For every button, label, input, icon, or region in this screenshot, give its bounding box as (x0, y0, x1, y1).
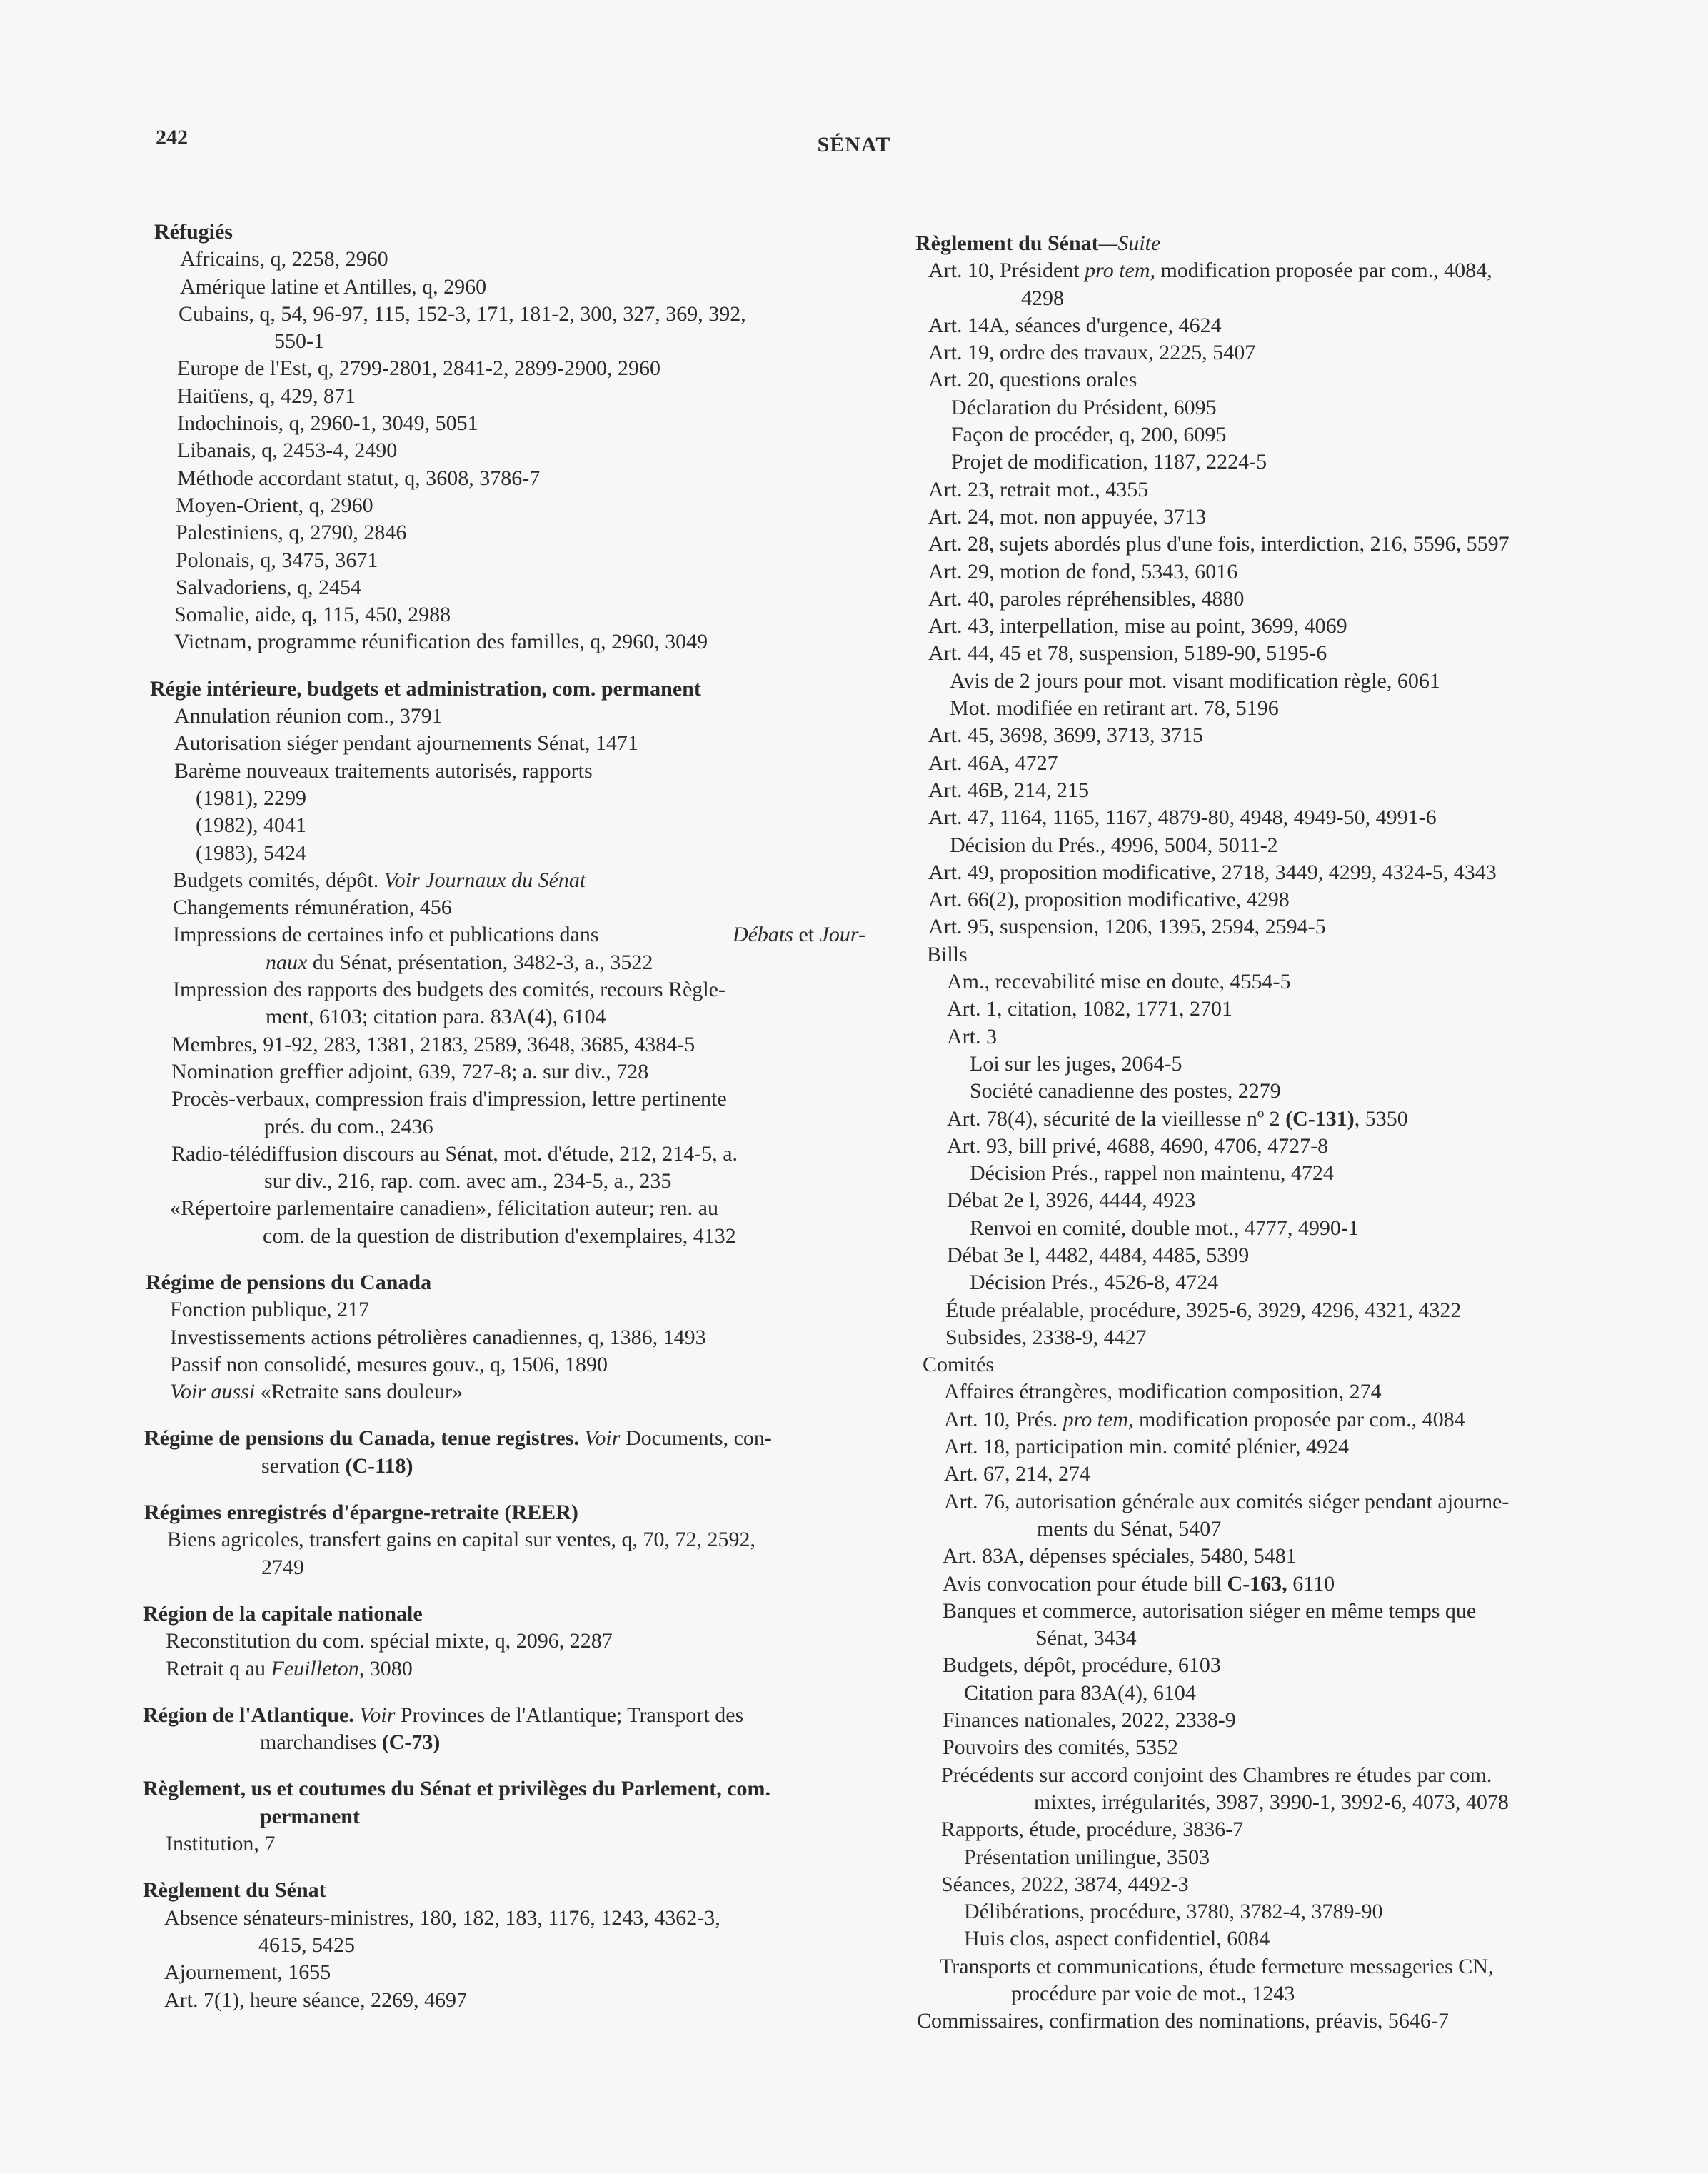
subentry: Art. 40, paroles répréhensibles, 4880 (928, 586, 1245, 611)
subentry-continuation: sur div., 216, rap. com. avec am., 234-5, a., 235 (264, 1169, 672, 1193)
subentry: Art. 43, interpellation, mise au point, 3699, 4069 (928, 614, 1347, 638)
subentry: Annulation réunion com., 3791 (174, 704, 443, 728)
subentry: Façon de procéder, q, 200, 6095 (951, 423, 1227, 447)
subentry: Citation para 83A(4), 6104 (964, 1680, 1196, 1705)
subentry: Débat 2e l, 3926, 4444, 4923 (947, 1188, 1196, 1213)
subentry: Moyen-Orient, q, 2960 (176, 493, 373, 517)
entry-heading: Régie intérieure, budgets et administration, com. permanent (150, 676, 701, 701)
subentry-continuation: procédure par voie de mot., 1243 (1011, 1982, 1295, 2005)
running-head: SÉNAT (817, 133, 891, 156)
subentry: Art. 66(2), proposition modificative, 4298 (928, 888, 1290, 912)
subentry: Absence sénateurs-ministres, 180, 182, 183, 1176, 1243, 4362-3, (164, 1905, 720, 1930)
subentry-continuation: 550-1 (274, 329, 324, 354)
subentry: Art. 45, 3698, 3699, 3713, 3715 (928, 723, 1203, 748)
subentry: Délibérations, procédure, 3780, 3782-4, 3789-90 (964, 1900, 1383, 1924)
subentry: Amérique latine et Antilles, q, 2960 (180, 274, 487, 299)
subentry: Impression des rapports des budgets des comités, recours Règle- (173, 978, 725, 1002)
subentry: Salvadoriens, q, 2454 (176, 575, 361, 599)
subentry: Huis clos, aspect confidentiel, 6084 (964, 1927, 1270, 1951)
entry-heading: Règlement, us et coutumes du Sénat et privilèges du Parlement, com. (143, 1777, 771, 1801)
subentry: Renvoi en comité, double mot., 4777, 4990-1 (970, 1216, 1359, 1240)
subentry: Étude préalable, procédure, 3925-6, 3929, 4296, 4321, 4322 (945, 1298, 1462, 1322)
subentry: Subsides, 2338-9, 4427 (945, 1325, 1147, 1349)
subentry: Retrait q au Feuilleton, 3080 (166, 1656, 413, 1680)
subentry: Art. 1, citation, 1082, 1771, 2701 (947, 997, 1232, 1021)
cross-reference: Voir (359, 1703, 396, 1727)
subentry: Membres, 91-92, 283, 1381, 2183, 2589, 3648, 3685, 4384-5 (171, 1032, 695, 1056)
subentry: Reconstitution du com. spécial mixte, q, 2096, 2287 (166, 1629, 613, 1653)
cross-reference: Voir (584, 1426, 621, 1451)
bill-number: C-163, (1227, 1571, 1287, 1596)
subentry: Art. 83A, dépenses spéciales, 5480, 5481 (943, 1544, 1297, 1568)
subentry: Vietnam, programme réunification des familles, q, 2960, 3049 (174, 630, 708, 654)
subentry: Débat 3e l, 4482, 4484, 4485, 5399 (947, 1243, 1250, 1267)
subentry-continuation: 4298 (1021, 286, 1064, 310)
subentry: Europe de l'Est, q, 2799-2801, 2841-2, 2899-2900, 2960 (177, 356, 660, 381)
subentry: Banques et commerce, autorisation siéger en même temps que (943, 1598, 1477, 1623)
subentry: Libanais, q, 2453-4, 2490 (177, 439, 398, 463)
subentry: Déclaration du Président, 6095 (951, 395, 1217, 419)
subentry: Budgets, dépôt, procédure, 6103 (943, 1653, 1221, 1678)
index-column-left (143, 219, 864, 2014)
subentry-continuation: naux du Sénat, présentation, 3482-3, a., 3522 (266, 950, 653, 974)
subentry: Institution, 7 (166, 1832, 276, 1856)
subentry: (1983), 5424 (196, 841, 306, 865)
entry-reer (143, 1499, 864, 1581)
subentry: Séances, 2022, 3874, 4492-3 (941, 1872, 1189, 1896)
subentry: Art. 67, 214, 274 (944, 1462, 1090, 1486)
subentry: Cubains, q, 54, 96-97, 115, 152-3, 171, 181-2, 300, 327, 369, 392, (179, 301, 746, 326)
subentry: Comités (923, 1353, 995, 1377)
cross-reference: Voir aussi (170, 1380, 256, 1404)
entry-pensions (143, 1269, 864, 1406)
subentry (173, 921, 865, 948)
subentry: Biens agricoles, transfert gains en capital sur ventes, q, 70, 72, 2592, (167, 1528, 755, 1552)
subentry-text: Budgets comités, dépôt. (173, 868, 379, 892)
entry-reglement (143, 1877, 864, 2013)
subentry-continuation: ments du Sénat, 5407 (1037, 1516, 1222, 1541)
subentry: Art. 3 (947, 1024, 997, 1048)
subentry: Avis convocation pour étude bill C-163, 6110 (943, 1571, 1335, 1596)
subentry: Polonais, q, 3475, 3671 (176, 548, 378, 572)
subentry: Transports et communications, étude fermeture messageries CN, (940, 1954, 1494, 1978)
entry-heading: Règlement du Sénat—Suite (915, 231, 1161, 255)
subentry-continuation: 2749 (261, 1555, 304, 1579)
subentry: Am., recevabilité mise en doute, 4554-5 (947, 970, 1291, 994)
subentry-text: Impressions de certaines info et publications dans (173, 923, 599, 947)
subentry: Indochinois, q, 2960-1, 3049, 5051 (177, 411, 478, 436)
bill-number: (C-118) (345, 1453, 413, 1478)
subentry: Art. 14A, séances d'urgence, 4624 (928, 313, 1222, 337)
subentry-continuation: com. de la question de distribution d'exemplaires, 4132 (263, 1223, 736, 1248)
subentry: Art. 10, Prés. pro tem, modification proposée par com., 4084 (944, 1407, 1465, 1431)
subentry-continuation: Sénat, 3434 (1035, 1626, 1137, 1650)
entry-heading: Règlement du Sénat (143, 1878, 326, 1903)
entry-heading: Région de l'Atlantique. Voir Provinces de l'Atlantique; Transport des (143, 1703, 744, 1727)
entry-continuation: servation (C-118) (261, 1453, 413, 1478)
subentry: Radio-télédiffusion discours au Sénat, mot. d'étude, 212, 214-5, a. (171, 1141, 738, 1166)
subentry: Commissaires, confirmation des nominations, préavis, 5646-7 (917, 2009, 1449, 2033)
subentry: Fonction publique, 217 (170, 1298, 370, 1322)
subentry: Décision du Prés., 4996, 5004, 5011-2 (950, 833, 1278, 857)
subentry: Précédents sur accord conjoint des Chambres re études par com. (941, 1763, 1492, 1787)
subentry: Loi sur les juges, 2064-5 (970, 1051, 1182, 1076)
entry-heading: Réfugiés (154, 220, 233, 244)
subentry: Art. 23, retrait mot., 4355 (928, 477, 1149, 501)
entry-heading: Régimes enregistrés d'épargne-retraite (REER) (144, 1501, 578, 1525)
subentry: Art. 78(4), sécurité de la vieillesse nº 2 (C-131), 5350 (947, 1106, 1408, 1131)
subentry: Ajournement, 1655 (164, 1960, 331, 1985)
subentry: Décision Prés., rappel non maintenu, 4724 (970, 1161, 1334, 1186)
index-column-right (914, 230, 1621, 2035)
subentry: Procès-verbaux, compression frais d'impression, lettre pertinente (171, 1087, 727, 1111)
subentry: Art. 20, questions orales (928, 368, 1137, 392)
subentry: Art. 47, 1164, 1165, 1167, 4879-80, 4948, 4949-50, 4991-6 (928, 806, 1437, 830)
subentry: Africains, q, 2258, 2960 (180, 247, 388, 271)
subentry: Art. 76, autorisation générale aux comités siéger pendant ajourne- (944, 1489, 1509, 1513)
subentry: Nomination greffier adjoint, 639, 727-8; a. sur div., 728 (171, 1059, 649, 1083)
subentry: Décision Prés., 4526-8, 4724 (970, 1271, 1219, 1295)
subentry: Art. 7(1), heure séance, 2269, 4697 (164, 1988, 468, 2012)
subentry: Palestiniens, q, 2790, 2846 (176, 521, 407, 545)
entry-regie (143, 676, 864, 1250)
subentry: Somalie, aide, q, 115, 450, 2988 (174, 603, 451, 627)
subentry: Rapports, étude, procédure, 3836-7 (941, 1818, 1244, 1842)
subentry: Investissements actions pétrolières canadiennes, q, 1386, 1493 (170, 1325, 706, 1349)
page-number: 242 (156, 126, 188, 149)
subentry: Art. 46B, 214, 215 (928, 778, 1089, 802)
subentry: Haitïens, q, 429, 871 (177, 384, 356, 408)
subentry: Art. 46A, 4727 (928, 751, 1058, 775)
subentry: Avis de 2 jours pour mot. visant modification règle, 6061 (950, 668, 1440, 693)
subentry: Pouvoirs des comités, 5352 (943, 1735, 1178, 1760)
subentry-continuation: ment, 6103; citation para. 83A(4), 6104 (266, 1005, 606, 1029)
bill-number: (C-73) (381, 1730, 441, 1755)
subentry: Art. 93, bill privé, 4688, 4690, 4706, 4727-8 (947, 1133, 1329, 1158)
subentry-continuation: 4615, 5425 (258, 1933, 355, 1957)
subentry: Art. 49, proposition modificative, 2718, 3449, 4299, 4324-5, 4343 (928, 860, 1497, 884)
subentry: (1982), 4041 (196, 813, 306, 838)
subentry: Changements rémunération, 456 (173, 896, 452, 920)
subentry: Art. 44, 45 et 78, suspension, 5189-90, 5195-6 (928, 641, 1327, 666)
entry-heading-continuation: permanent (260, 1804, 360, 1828)
subentry: «Répertoire parlementaire canadien», félicitation auteur; ren. au (170, 1196, 718, 1221)
entry-atlantique (143, 1702, 864, 1757)
subentry: Barème nouveaux traitements autorisés, rapports (174, 758, 593, 783)
subentry: Bills (927, 942, 968, 966)
subentry: Présentation unilingue, 3503 (964, 1845, 1210, 1869)
subentry: Art. 18, participation min. comité plénier, 4924 (944, 1435, 1349, 1459)
subentry: Voir aussi «Retraite sans douleur» (170, 1380, 463, 1404)
entry-heading: Région de la capitale nationale (143, 1601, 423, 1626)
subentry: (1981), 2299 (196, 786, 306, 810)
subentry: Société canadienne des postes, 2279 (970, 1079, 1281, 1103)
subentry: Passif non consolidé, mesures gouv., q, 1506, 1890 (170, 1352, 608, 1376)
entry-heading: Régime de pensions du Canada (146, 1270, 432, 1294)
subentry: Méthode accordant statut, q, 3608, 3786-7 (177, 466, 541, 490)
entry-heading: Régime de pensions du Canada, tenue registres. Voir Documents, con- (144, 1426, 772, 1451)
subentry: Mot. modifiée en retirant art. 78, 5196 (950, 696, 1279, 721)
subentry: Art. 10, Président pro tem, modification proposée par com., 4084, (928, 259, 1492, 283)
subentry-text: Débats et Jour- (732, 923, 865, 947)
subentry-continuation: prés. du com., 2436 (264, 1114, 433, 1138)
subentry: Art. 28, sujets abordés plus d'une fois, interdiction, 216, 5596, 5597 (928, 532, 1509, 556)
subentry: Finances nationales, 2022, 2338-9 (943, 1708, 1236, 1733)
bill-number: (C-131) (1285, 1106, 1355, 1131)
subentry (173, 867, 864, 894)
subentry: Art. 24, mot. non appuyée, 3713 (928, 504, 1207, 529)
subentry: Autorisation siéger pendant ajournements Sénat, 1471 (174, 731, 638, 756)
subentry: Art. 29, motion de fond, 5343, 6016 (928, 559, 1238, 583)
subentry: Projet de modification, 1187, 2224-5 (951, 450, 1267, 474)
entry-continuation: marchandises (C-73) (260, 1730, 441, 1755)
subentry: Affaires étrangères, modification composition, 274 (944, 1380, 1382, 1404)
entry-pensions-registres (143, 1425, 864, 1480)
subentry: Art. 95, suspension, 1206, 1395, 2594, 2594-5 (928, 915, 1326, 939)
subentry: Art. 19, ordre des travaux, 2225, 5407 (928, 341, 1256, 365)
entry-refugies (143, 219, 864, 656)
subentry-continuation: mixtes, irrégularités, 3987, 3990-1, 3992-6, 4073, 4078 (1034, 1790, 1509, 1814)
cross-reference: Voir Journaux du Sénat (383, 868, 586, 892)
entry-reglement-us (143, 1775, 864, 1858)
entry-capitale (143, 1601, 864, 1683)
